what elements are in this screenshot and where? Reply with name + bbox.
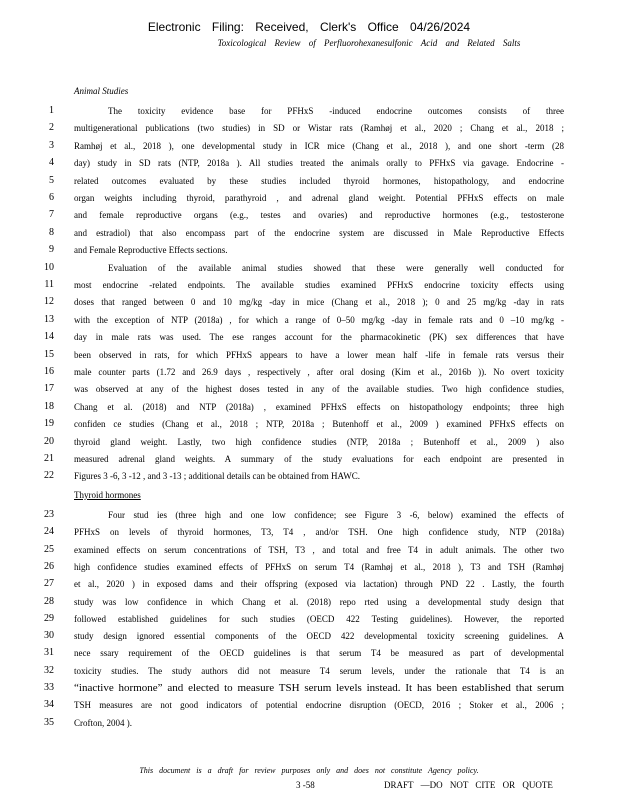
- line-text: “inactive hormone” and elected to measure TSH serum levels instead. It has been established that serum: [74, 682, 564, 694]
- line-text: study was low confidence in which Chang et al. (2018) repo rted using a developmental study design that: [74, 596, 564, 607]
- line-text: Figures 3 -6, 3 -12 , and 3 -13 ; additional details can be obtained from HAWC.: [74, 471, 360, 482]
- line-text: and female reproductive organs (e.g., testes and ovaries) and reproductive hormones (e.g., testosterone: [74, 210, 564, 221]
- line-text: and Female Reproductive Effects sections.: [74, 245, 228, 256]
- line-text: related outcomes evaluated by these studies included thyroid hormones, histopathology, and endocrine: [74, 175, 564, 186]
- text-line: [0, 435, 618, 449]
- text-line: [0, 208, 618, 222]
- line-number: 3: [49, 139, 54, 151]
- text-line: [0, 508, 618, 522]
- text-line: [0, 226, 618, 240]
- line-text: The toxicity evidence base for PFHxS -induced endocrine outcomes consists of three: [108, 106, 564, 116]
- line-number: 13: [44, 313, 54, 325]
- line-text: followed established guidelines for such studies (OECD 422 Testing guidelines). However, the reported: [74, 613, 564, 624]
- line-number: 28: [44, 595, 54, 607]
- line-number: 27: [44, 578, 54, 590]
- text-line: [0, 278, 618, 292]
- line-number: 20: [44, 435, 54, 447]
- line-number: 14: [44, 331, 54, 343]
- line-number: 25: [44, 543, 54, 555]
- line-number: 35: [44, 716, 54, 728]
- line-number: 30: [44, 630, 54, 642]
- line-text: been observed in rats, for which PFHxS appears to have a lower mean half -life in female rats versus their: [74, 349, 564, 360]
- line-text: et al., 2020 ) in exposed dams and their offspring (exposed via lactation) through PND 22 . Lastly, the fourth: [74, 579, 564, 590]
- line-number: 17: [44, 383, 54, 395]
- text-line: [0, 612, 618, 626]
- text-line: [0, 577, 618, 591]
- line-number: 16: [44, 366, 54, 377]
- line-text: high confidence studies examined effects of PFHxS on serum T4 (Ramhøj et al., 2018 ), T3 and TSH (Ramhøj: [74, 561, 564, 572]
- section-heading-animal-studies: Animal Studies: [74, 86, 129, 96]
- line-number: 12: [44, 296, 54, 308]
- line-text: TSH measures are not good indicators of potential endocrine disruption (OECD, 2016 ; Stoker et al., 2006 ;: [74, 700, 564, 711]
- text-line: [0, 629, 618, 643]
- page-number: 3 -58: [296, 780, 315, 790]
- text-line: [0, 400, 618, 414]
- line-text: PFHxS on levels of thyroid hormones, T3, T4 , and/or TSH. One high confidence study, NTP (2018a): [74, 527, 564, 538]
- line-text: male counter parts (1.72 and 26.9 days , respectively , after oral dosing (Kim et al., 2016b )). No overt toxicity: [74, 367, 564, 377]
- line-text: toxicity studies. The study authors did not measure T4 serum levels, under the rationale that T4 is an: [74, 665, 564, 676]
- line-number: 32: [44, 664, 54, 676]
- line-number: 10: [44, 261, 54, 273]
- text-line: [0, 121, 618, 135]
- text-line: [0, 174, 618, 188]
- line-text: study design ignored essential components of the OECD 422 developmental toxicity screening guidelines. A: [74, 631, 564, 642]
- section-heading-thyroid-hormones: Thyroid hormones: [74, 490, 141, 500]
- text-line: [0, 698, 618, 712]
- filing-stamp: Electronic Filing: Received, Clerk's Office 04/26/2024: [147, 20, 471, 34]
- line-number: 6: [49, 192, 54, 203]
- line-number: 18: [44, 400, 54, 412]
- line-text: day in male rats was used. The ese ranges account for the pharmacokinetic (PK) sex differences that have: [74, 332, 564, 343]
- line-number: 11: [44, 279, 54, 290]
- line-number: 34: [44, 699, 54, 711]
- text-line: [0, 543, 618, 557]
- line-text: Evaluation of the available animal studies showed that these were generally well conducted for: [108, 262, 564, 273]
- text-line: [0, 664, 618, 678]
- line-text: Four stud ies (three high and one low confidence; see Figure 3 -6, below) examined the effects of: [108, 510, 564, 520]
- text-line: [0, 330, 618, 344]
- line-number: 23: [44, 509, 54, 520]
- text-line: [0, 595, 618, 609]
- document-title: Toxicological Review of Perfluorohexanesulfonic Acid and Related Salts: [217, 38, 521, 48]
- line-number: 1: [49, 105, 54, 116]
- line-text: doses that ranged between 0 and 10 mg/kg -day in mice (Chang et al., 2018 ); 0 and 25 mg/kg -day in rats: [74, 297, 564, 308]
- text-line: [0, 525, 618, 539]
- line-number: 21: [44, 453, 54, 464]
- text-line: [0, 295, 618, 309]
- draft-disclaimer: This document is a draft for review purposes only and does not constitute Agency policy.: [139, 766, 479, 775]
- line-text: was observed at any of the highest doses tested in any of the available studies. Two high confidence studies,: [74, 384, 564, 395]
- line-text: measured adrenal gland weights. A summary of the study evaluations for each endpoint are presented in: [74, 454, 564, 464]
- draft-notice: DRAFT —DO NOT CITE OR QUOTE: [384, 780, 553, 790]
- line-text: multigenerational publications (two studies) in SD or Wistar rats (Ramhøj et al., 2020 ; Chang et al., 2018 ;: [74, 123, 564, 134]
- text-line: [0, 681, 618, 695]
- text-line: [0, 716, 618, 730]
- text-line: [0, 139, 618, 153]
- line-number: 24: [44, 526, 54, 538]
- line-text: and estradiol) that also encompass part of the endocrine system are discussed in Male Reproductive Effects: [74, 227, 564, 238]
- text-line: [0, 365, 618, 379]
- line-text: thyroid gland weight. Lastly, two high confidence studies (NTP, 2018a ; Butenhoff et al., 2009 ) also: [74, 436, 564, 447]
- line-text: with the exception of NTP (2018a) , for which a range of 0–50 mg/kg -day in female rats and 0 –10 mg/kg -: [74, 314, 564, 325]
- line-number: 8: [49, 226, 54, 238]
- line-text: Ramhøj et al., 2018 ), one developmental study in ICR mice (Chang et al., 2018 ), and one short -term (28: [74, 140, 564, 151]
- text-line: [0, 452, 618, 466]
- line-text: Crofton, 2004 ).: [74, 717, 132, 728]
- text-line: [0, 313, 618, 327]
- line-text: most endocrine -related endpoints. The available studies examined PFHxS endocrine toxicity effects using: [74, 280, 564, 290]
- line-number: 7: [49, 209, 54, 221]
- text-line: [0, 261, 618, 275]
- text-line: [0, 156, 618, 170]
- line-text: organ weights including thyroid, parathyroid , and adrenal gland weight. Potential PFHxS effects on male: [74, 193, 564, 203]
- line-number: 9: [49, 244, 54, 256]
- line-number: 15: [44, 348, 54, 360]
- line-number: 26: [44, 560, 54, 572]
- text-line: [0, 417, 618, 431]
- line-text: day) study in SD rats (NTP, 2018a ). All studies treated the animals orally to PFHxS via gavage. Endocrine -: [74, 158, 564, 169]
- line-number: 2: [49, 122, 54, 134]
- text-line: [0, 348, 618, 362]
- line-text: examined effects on serum concentrations of TSH, T3 , and total and free T4 in adult animals. The other two: [74, 544, 564, 555]
- line-number: 29: [44, 612, 54, 624]
- line-number: 19: [44, 418, 54, 430]
- line-text: confiden ce studies (Chang et al., 2018 ; NTP, 2018a ; Butenhoff et al., 2009 ) examined PFHxS effects on: [74, 419, 564, 430]
- line-number: 5: [49, 174, 54, 186]
- line-number: 33: [44, 682, 54, 693]
- text-line: [0, 382, 618, 396]
- text-line: [0, 560, 618, 574]
- text-line: [0, 646, 618, 660]
- line-text: nece ssary requirement of the OECD guidelines is that serum T4 be measured as part of developmental: [74, 648, 564, 659]
- text-line: [0, 104, 618, 118]
- line-number: 31: [44, 647, 54, 659]
- text-line: [0, 191, 618, 205]
- text-line: [0, 469, 618, 483]
- text-line: [0, 243, 618, 257]
- line-text: Chang et al. (2018) and NTP (2018a) , examined PFHxS effects on histopathology endpoints; three high: [74, 401, 564, 412]
- line-number: 22: [44, 470, 54, 482]
- line-number: 4: [49, 157, 54, 169]
